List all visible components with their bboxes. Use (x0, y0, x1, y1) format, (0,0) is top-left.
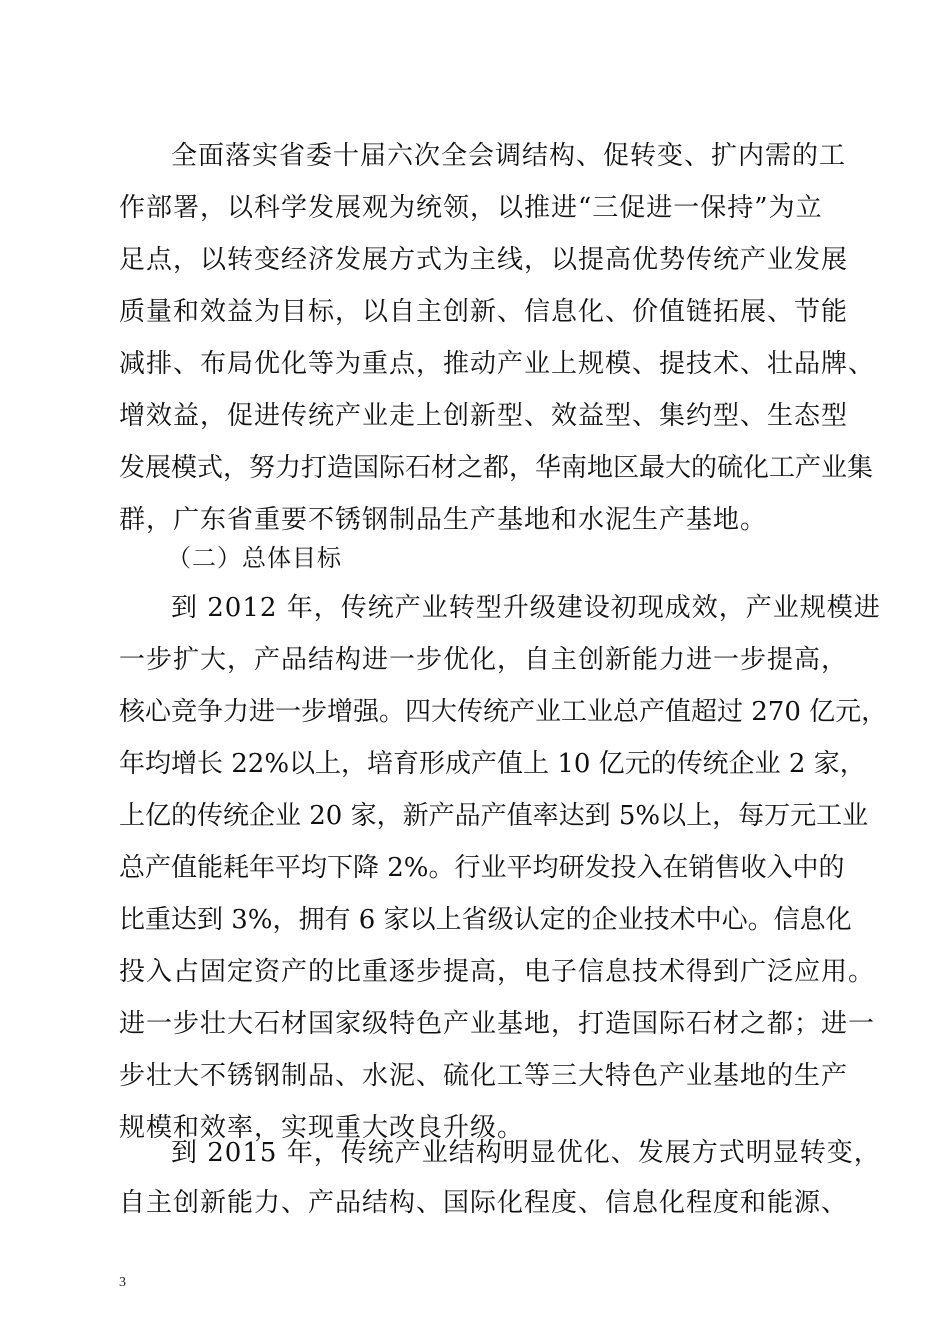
text-line: 减排、布局优化等为重点，推动产业上规模、提技术、壮品牌、 (119, 349, 876, 379)
text-line: 投入占固定资产的比重逐步提高，电子信息技术得到广泛应用。 (119, 957, 876, 987)
text-line: 群，广东省重要不锈钢制品生产基地和水泥生产基地。 (119, 505, 768, 535)
text-line: 核心竞争力进一步增强。四大传统产业工业总产值超过 270 亿元， (119, 697, 888, 727)
text-line: 一步扩大，产品结构进一步优化，自主创新能力进一步提高， (119, 645, 849, 675)
page-number: 3 (119, 1275, 126, 1290)
text-line: 发展模式，努力打造国际石材之都，华南地区最大的硫化工产业集 (119, 453, 874, 483)
text-line: 总产值能耗年平均下降 2%。行业平均研发投入在销售收入中的 (119, 853, 845, 883)
text-line: 作部署，以科学发展观为统领，以推进“三促进一保持”为立 (119, 193, 823, 223)
heading-overall-goals: （二）总体目标 (167, 544, 342, 572)
text-line: 上亿的传统企业 20 家，新产品产值率达到 5%以上，每万元工业 (119, 801, 869, 831)
text-line: 进一步壮大石材国家级特色产业基地，打造国际石材之都；进一 (119, 1009, 876, 1039)
text-line: 规模和效率，实现重大改良升级。 (119, 1113, 525, 1143)
text-line: 比重达到 3%，拥有 6 家以上省级认定的企业技术中心。信息化 (119, 905, 852, 935)
text-line: 年均增长 22%以上，培育形成产值上 10 亿元的传统企业 2 家， (119, 749, 866, 779)
text-line: 增效益，促进传统产业走上创新型、效益型、集约型、生态型 (119, 401, 849, 431)
text-line: 质量和效益为目标，以自主创新、信息化、价值链拓展、节能 (119, 297, 849, 327)
text-line: 全面落实省委十届六次全会调结构、促转变、扩内需的工 (171, 141, 847, 171)
text-line: 步壮大不锈钢制品、水泥、硫化工等三大特色产业基地的生产 (119, 1061, 849, 1091)
text-line: 自主创新能力、产品结构、国际化程度、信息化程度和能源、 (119, 1188, 849, 1218)
text-line: 到 2012 年，传统产业转型升级建设初现成效，产业规模进 (171, 593, 881, 623)
text-line: 到 2015 年，传统产业结构明显优化、发展方式明显转变， (171, 1138, 881, 1168)
text-line: 足点，以转变经济发展方式为主线，以提高优势传统产业发展 (119, 245, 849, 275)
